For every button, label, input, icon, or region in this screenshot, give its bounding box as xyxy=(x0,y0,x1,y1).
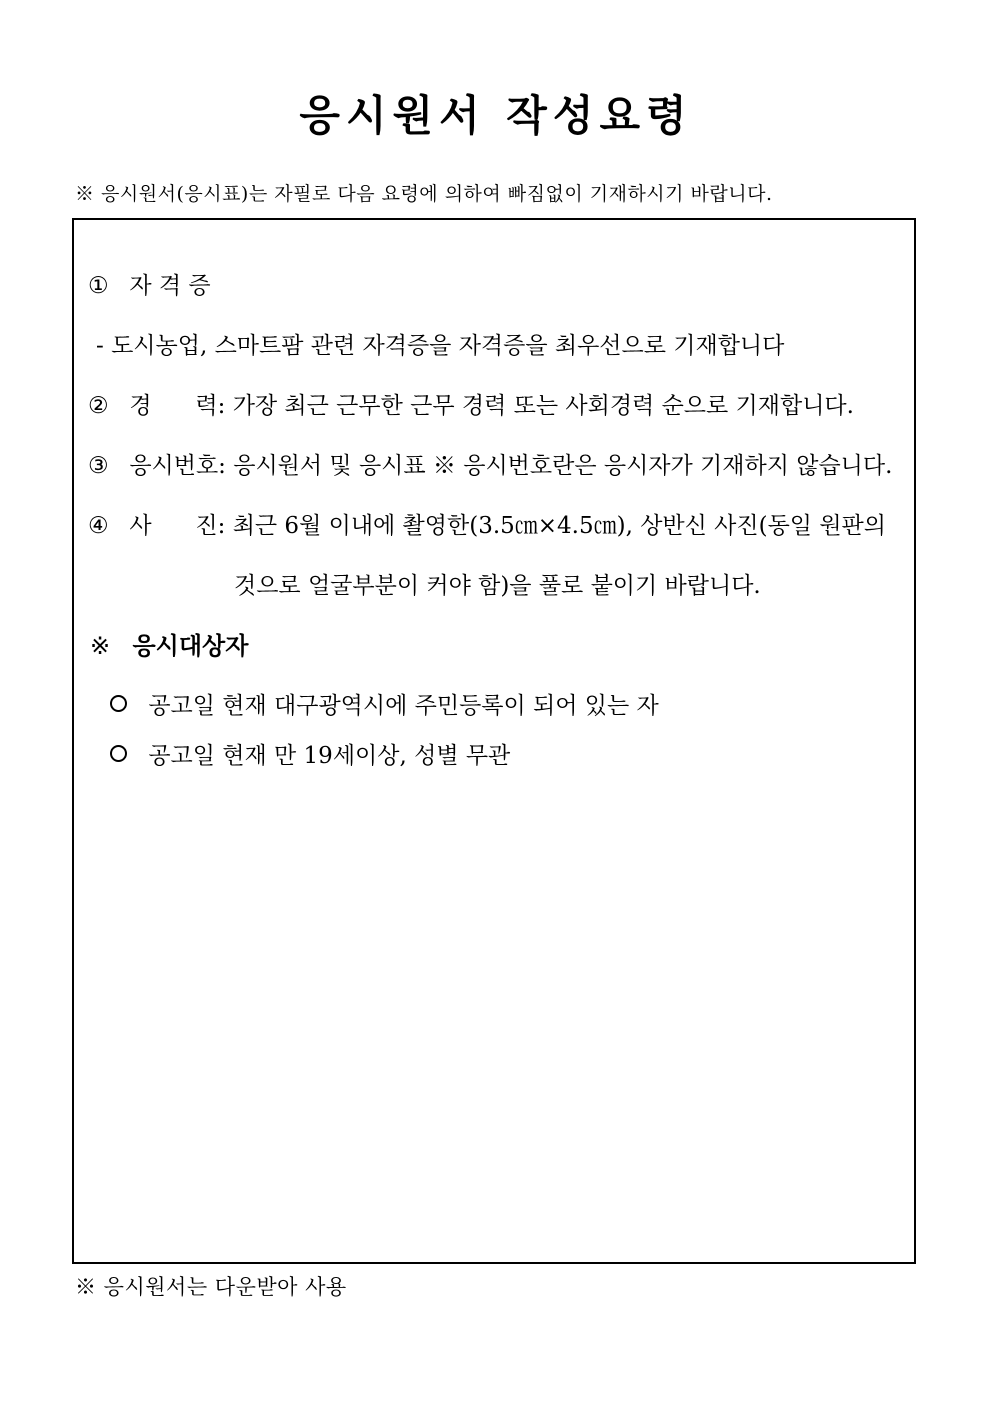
target-bullet-text: 공고일 현재 만 19세이상, 성별 무관 xyxy=(148,743,511,769)
item-career xyxy=(88,390,854,422)
reference-mark: ※ xyxy=(90,632,111,660)
item-label: 자 격 증 xyxy=(129,273,211,299)
circle-bullet-icon xyxy=(110,745,127,762)
item-certificate xyxy=(88,270,211,302)
item-photo-continued: 것으로 얼굴부분이 커야 함)을 풀로 붙이기 바랍니다. xyxy=(234,573,761,599)
item-label: 경 력: xyxy=(129,393,226,419)
target-bullet xyxy=(110,690,659,722)
item-text: 가장 최근 근무한 근무 경력 또는 사회경력 순으로 기재합니다. xyxy=(232,393,854,419)
instruction-text: ※ 응시원서(응시표)는 자필로 다음 요령에 의하여 빠짐없이 기재하시기 바랍니다. xyxy=(75,183,773,205)
item-label: 사 진: xyxy=(129,513,226,539)
circle-bullet-icon xyxy=(110,695,127,712)
target-bullet xyxy=(110,740,510,772)
item-exam-number xyxy=(88,450,892,482)
target-bullet-text: 공고일 현재 대구광역시에 주민등록이 되어 있는 자 xyxy=(148,693,659,719)
target-heading-label: 응시대상자 xyxy=(132,632,249,660)
item-text: 응시원서 및 응시표 ※ 응시번호란은 응시자가 기재하지 않습니다. xyxy=(233,453,893,479)
item-number: ③ xyxy=(88,453,109,479)
page-title: 응시원서 작성요령 xyxy=(299,91,693,140)
item-number: ① xyxy=(88,273,109,299)
item-text: 최근 6월 이내에 촬영한(3.5㎝×4.5㎝), 상반신 사진(동일 원판의 xyxy=(232,513,886,539)
item-certificate-detail: - 도시농업, 스마트팜 관련 자격증을 자격증을 최우선으로 기재합니다 xyxy=(96,333,785,359)
item-number: ② xyxy=(88,393,109,419)
item-number: ④ xyxy=(88,513,109,539)
item-photo xyxy=(88,510,886,542)
guideline-box xyxy=(72,218,916,1264)
item-label: 응시번호: xyxy=(129,453,226,479)
target-heading xyxy=(90,629,248,663)
footer-note: ※ 응시원서는 다운받아 사용 xyxy=(75,1275,347,1299)
